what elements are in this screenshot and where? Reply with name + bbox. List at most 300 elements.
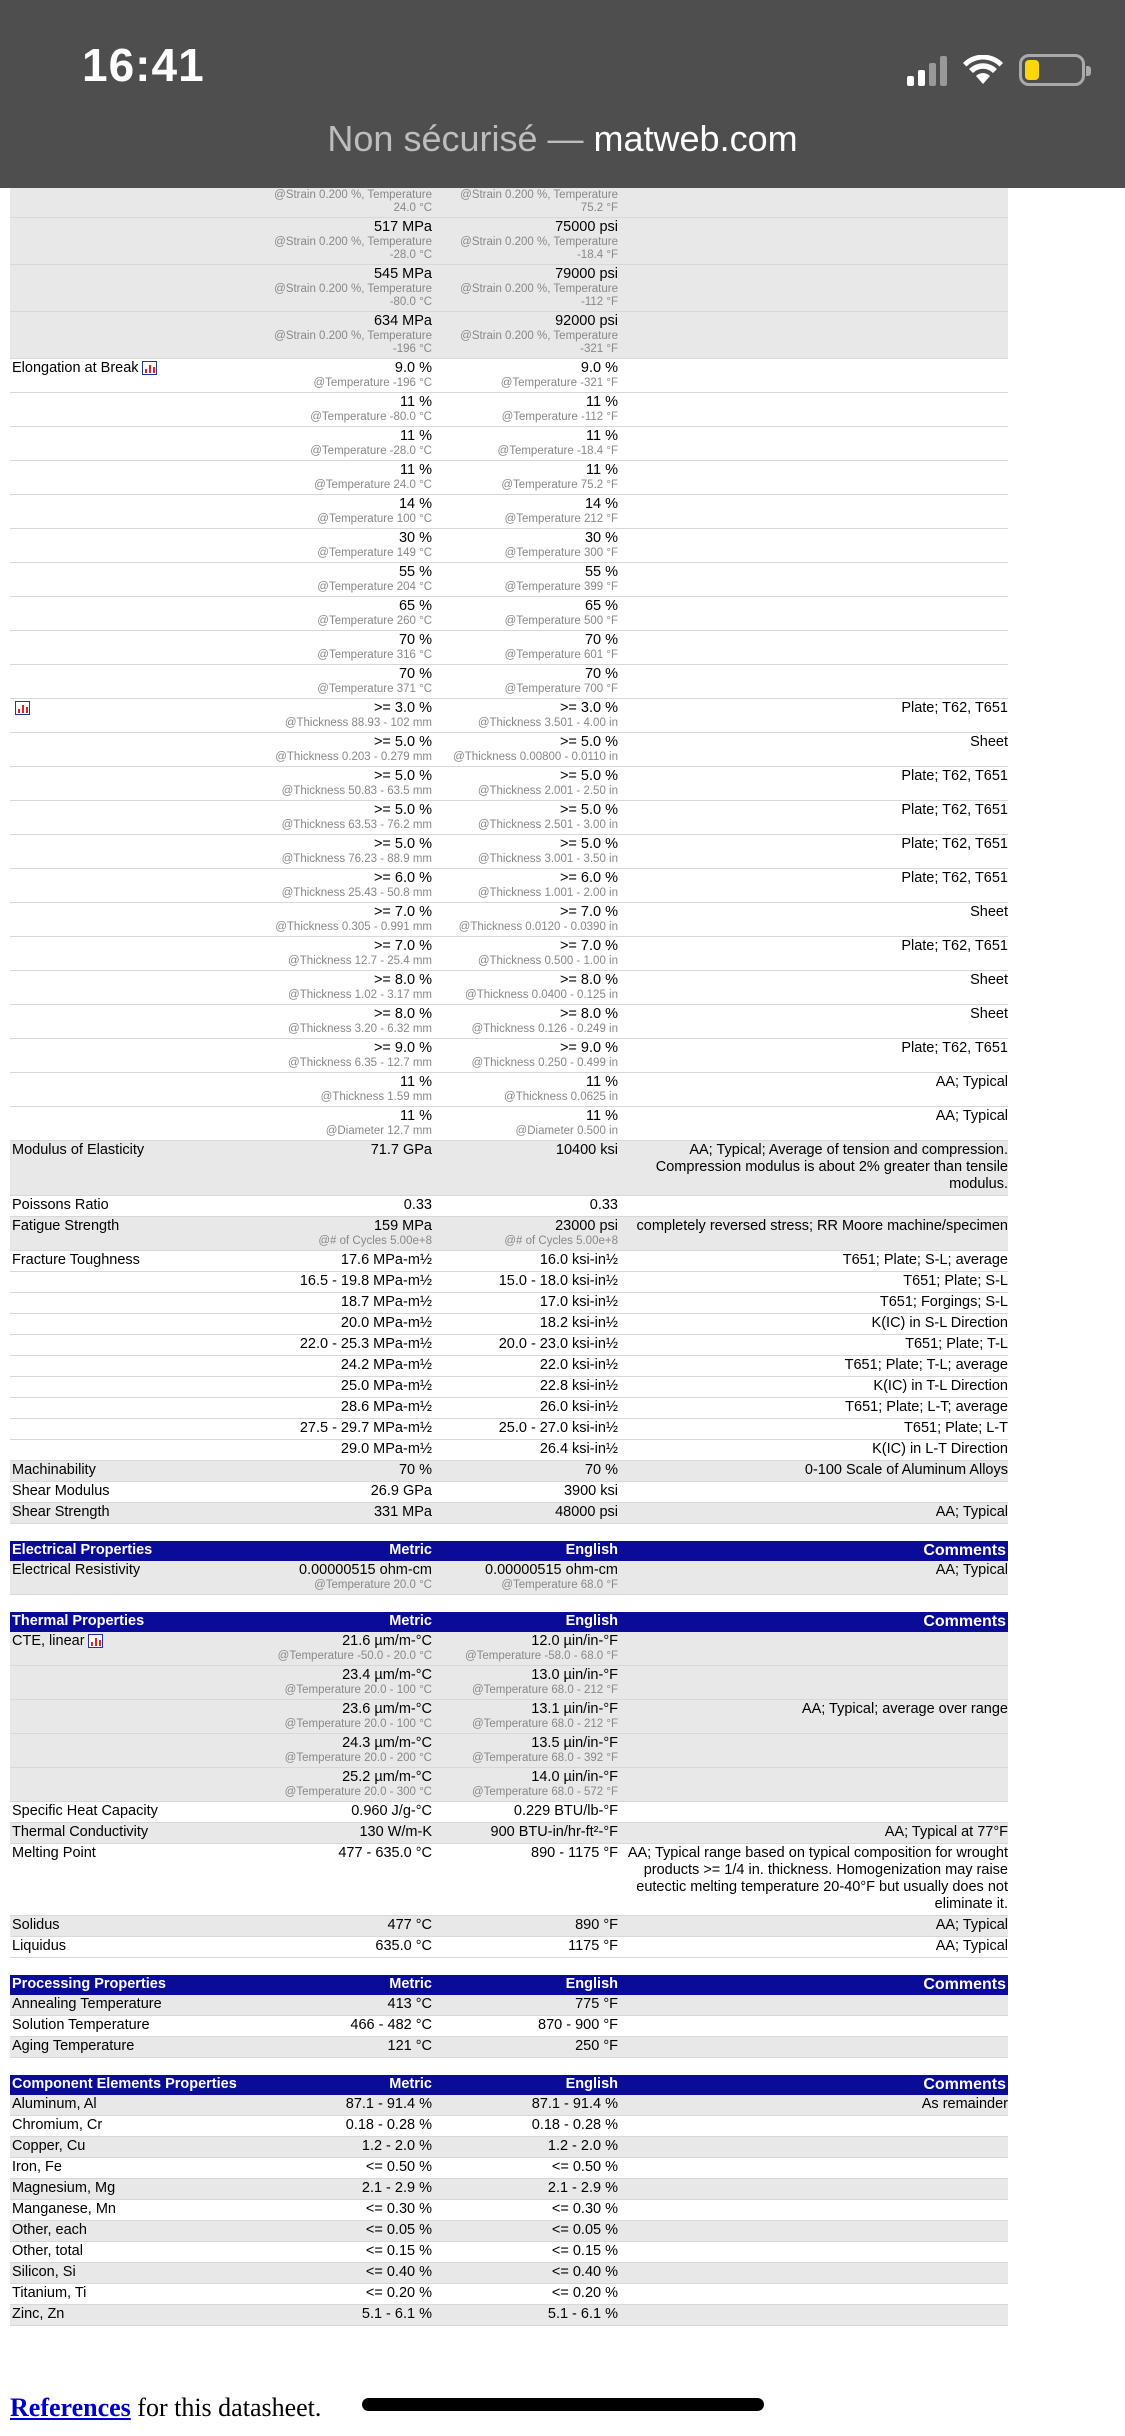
home-indicator[interactable] <box>362 2398 764 2411</box>
metric-value: 71.7 GPa <box>248 1141 434 1196</box>
property-row <box>10 1005 1008 1039</box>
english-condition: @Temperature -112 °F <box>501 411 618 423</box>
references-link[interactable]: References <box>10 2393 131 2422</box>
property-row <box>10 801 1008 835</box>
metric-value: 5.1 - 6.1 % <box>248 2305 434 2326</box>
comment: T651; Plate; L-T; average <box>620 1398 1008 1419</box>
property-row <box>10 1419 1008 1440</box>
metric-value: 18.7 MPa-m½ <box>248 1293 434 1314</box>
property-row <box>10 971 1008 1005</box>
english-value: <= 0.40 % <box>434 2263 620 2284</box>
english-condition: @Thickness 0.0625 in <box>504 1091 618 1103</box>
english-value: 30 % @Temperature 300 °F <box>434 529 620 563</box>
property-row <box>10 1768 1008 1802</box>
metric-value: 634 MPa @Strain 0.200 %, Temperature -196 °C <box>248 312 434 359</box>
english-value: >= 7.0 % @Thickness 0.0120 - 0.0390 in <box>434 903 620 937</box>
property-name <box>10 1272 248 1293</box>
comment <box>620 312 1008 359</box>
metric-value: >= 5.0 % @Thickness 50.83 - 63.5 mm <box>248 767 434 801</box>
english-value: 775 °F <box>434 1995 620 2016</box>
metric-value: 477 - 635.0 °C <box>248 1844 434 1916</box>
property-row <box>10 2221 1008 2242</box>
property-row <box>10 1734 1008 1768</box>
property-name <box>10 529 248 563</box>
comment: completely reversed stress; RR Moore machine/specimen <box>620 1217 1008 1251</box>
property-name <box>10 801 248 835</box>
english-value: 890 °F <box>434 1916 620 1937</box>
english-value: <= 0.05 % <box>434 2221 620 2242</box>
property-row <box>10 1561 1008 1595</box>
metric-condition: @Thickness 76.23 - 88.9 mm <box>281 853 432 865</box>
property-row <box>10 767 1008 801</box>
metric-condition: @Thickness 0.305 - 0.991 mm <box>275 921 432 933</box>
metric-value: <= 0.05 % <box>248 2221 434 2242</box>
property-row <box>10 1461 1008 1482</box>
property-name <box>10 1005 248 1039</box>
english-value: >= 5.0 % @Thickness 0.00800 - 0.0110 in <box>434 733 620 767</box>
property-row <box>10 1293 1008 1314</box>
metric-value: 11 % @Temperature -28.0 °C <box>248 427 434 461</box>
english-condition: @Thickness 0.0120 - 0.0390 in <box>458 921 618 933</box>
english-value: 0.18 - 0.28 % <box>434 2116 620 2137</box>
property-name <box>10 597 248 631</box>
english-condition: @Temperature -18.4 °F <box>497 445 618 457</box>
english-condition: @Strain 0.200 %, Temperature -112 °F <box>460 283 618 308</box>
metric-value: 22.0 - 25.3 MPa-m½ <box>248 1335 434 1356</box>
metric-value: >= 8.0 % @Thickness 3.20 - 6.32 mm <box>248 1005 434 1039</box>
english-value: 13.1 µin/in-°F @Temperature 68.0 - 212 °F <box>434 1700 620 1734</box>
metric-condition: @Thickness 0.203 - 0.279 mm <box>275 751 432 763</box>
section-spacer <box>10 1958 1008 1976</box>
property-name: Component Elements Properties <box>10 2075 248 2095</box>
section-header-row <box>10 2075 1008 2095</box>
comment <box>620 2200 1008 2221</box>
english-condition: @Thickness 0.250 - 0.499 in <box>471 1057 618 1069</box>
metric-condition: @Temperature 20.0 - 100 °C <box>284 1718 432 1730</box>
metric-condition: @Temperature 100 °C <box>317 513 432 525</box>
comment <box>620 2179 1008 2200</box>
metric-condition: @Temperature 149 °C <box>317 547 432 559</box>
property-name: Aging Temperature <box>10 2037 248 2058</box>
comment: AA; Typical; average over range <box>620 1700 1008 1734</box>
metric-condition: @Temperature 20.0 - 200 °C <box>284 1752 432 1764</box>
metric-condition: @Temperature 316 °C <box>317 649 432 661</box>
property-name <box>10 563 248 597</box>
english-value: 1.2 - 2.0 % <box>434 2137 620 2158</box>
comment: Plate; T62, T651 <box>620 835 1008 869</box>
metric-value: 0.00000515 ohm-cm @Temperature 20.0 °C <box>248 1561 434 1595</box>
metric-value: 27.5 - 29.7 MPa-m½ <box>248 1419 434 1440</box>
property-row <box>10 1073 1008 1107</box>
comment: Plate; T62, T651 <box>620 699 1008 733</box>
property-row <box>10 2037 1008 2058</box>
metric-value: 0.18 - 0.28 % <box>248 2116 434 2137</box>
property-name <box>10 1700 248 1734</box>
metric-value: 11 % @Temperature 24.0 °C <box>248 461 434 495</box>
metric-value: 1.2 - 2.0 % <box>248 2137 434 2158</box>
metric-value: 25.2 µm/m-°C @Temperature 20.0 - 300 °C <box>248 1768 434 1802</box>
property-name <box>10 1377 248 1398</box>
metric-value: 14 % @Temperature 100 °C <box>248 495 434 529</box>
property-row <box>10 1039 1008 1073</box>
metric-value: 29.0 MPa-m½ <box>248 1440 434 1461</box>
section-spacer <box>10 1595 1008 1613</box>
property-name <box>10 971 248 1005</box>
comment <box>620 2284 1008 2305</box>
english-condition: @Temperature 300 °F <box>504 547 618 559</box>
english-condition: @Temperature 700 °F <box>504 683 618 695</box>
comment <box>620 265 1008 312</box>
property-name: Fracture Toughness <box>10 1251 248 1272</box>
property-name: Solidus <box>10 1916 248 1937</box>
property-name <box>10 1398 248 1419</box>
property-name: Silicon, Si <box>10 2263 248 2284</box>
english-condition: @Thickness 0.00800 - 0.0110 in <box>453 751 618 763</box>
metric-value: 28.6 MPa-m½ <box>248 1398 434 1419</box>
property-row <box>10 1700 1008 1734</box>
property-name <box>10 1293 248 1314</box>
comment <box>620 2116 1008 2137</box>
property-name <box>10 869 248 903</box>
english-value: <= 0.30 % <box>434 2200 620 2221</box>
property-name <box>10 665 248 699</box>
english-condition: @Thickness 2.501 - 3.00 in <box>477 819 618 831</box>
metric-value: >= 9.0 % @Thickness 6.35 - 12.7 mm <box>248 1039 434 1073</box>
property-name <box>10 461 248 495</box>
wifi-icon <box>963 55 1003 85</box>
property-row <box>10 265 1008 312</box>
english-condition: @Temperature 68.0 - 212 °F <box>471 1718 618 1730</box>
metric-value: 545 MPa @Strain 0.200 %, Temperature -80.0 °C <box>248 265 434 312</box>
metric-value <box>248 188 434 218</box>
comment: 0-100 Scale of Aluminum Alloys <box>620 1461 1008 1482</box>
english-value: English <box>434 1541 620 1561</box>
property-row <box>10 733 1008 767</box>
comment <box>620 529 1008 563</box>
property-name: Thermal Conductivity <box>10 1823 248 1844</box>
property-name <box>10 393 248 427</box>
property-row <box>10 1844 1008 1916</box>
comment: K(IC) in S-L Direction <box>620 1314 1008 1335</box>
english-value: 0.33 <box>434 1196 620 1217</box>
comment <box>620 1196 1008 1217</box>
comment <box>620 393 1008 427</box>
property-row <box>10 1335 1008 1356</box>
property-row <box>10 1995 1008 2016</box>
metric-value: 9.0 % @Temperature -196 °C <box>248 359 434 393</box>
english-condition: @Temperature 212 °F <box>504 513 618 525</box>
english-value: 23000 psi @# of Cycles 5.00e+8 <box>434 1217 620 1251</box>
english-value: 5.1 - 6.1 % <box>434 2305 620 2326</box>
metric-value: 23.4 µm/m-°C @Temperature 20.0 - 100 °C <box>248 1666 434 1700</box>
english-value: 11 % @Temperature -18.4 °F <box>434 427 620 461</box>
metric-value: <= 0.15 % <box>248 2242 434 2263</box>
english-condition: @Thickness 1.001 - 2.00 in <box>477 887 618 899</box>
property-name <box>10 1768 248 1802</box>
section-spacer <box>10 2058 1008 2076</box>
english-value: >= 6.0 % @Thickness 1.001 - 2.00 in <box>434 869 620 903</box>
english-value: <= 0.20 % <box>434 2284 620 2305</box>
property-name <box>10 1734 248 1768</box>
metric-value: >= 6.0 % @Thickness 25.43 - 50.8 mm <box>248 869 434 903</box>
english-value: 87.1 - 91.4 % <box>434 2095 620 2116</box>
comment: T651; Forgings; S-L <box>620 1293 1008 1314</box>
property-row <box>10 2095 1008 2116</box>
property-row <box>10 2305 1008 2326</box>
comment: Plate; T62, T651 <box>620 869 1008 903</box>
comment: T651; Plate; T-L <box>620 1335 1008 1356</box>
metric-value: 70 % @Temperature 316 °C <box>248 631 434 665</box>
comment: T651; Plate; S-L <box>620 1272 1008 1293</box>
english-value: 65 % @Temperature 500 °F <box>434 597 620 631</box>
metric-value: 11 % @Thickness 1.59 mm <box>248 1073 434 1107</box>
english-value: 250 °F <box>434 2037 620 2058</box>
english-value <box>434 188 620 218</box>
comment: Comments <box>620 1541 1008 1561</box>
property-row <box>10 1398 1008 1419</box>
property-row <box>10 2263 1008 2284</box>
property-name <box>10 937 248 971</box>
property-row <box>10 1356 1008 1377</box>
metric-condition: @Thickness 25.43 - 50.8 mm <box>281 887 432 899</box>
comment: Plate; T62, T651 <box>620 801 1008 835</box>
property-name: Shear Modulus <box>10 1482 248 1503</box>
property-name <box>10 1666 248 1700</box>
comment <box>620 1995 1008 2016</box>
metric-value: 23.6 µm/m-°C @Temperature 20.0 - 100 °C <box>248 1700 434 1734</box>
comment: Sheet <box>620 903 1008 937</box>
english-condition: @Thickness 2.001 - 2.50 in <box>477 785 618 797</box>
property-row <box>10 188 1008 218</box>
comment <box>620 2137 1008 2158</box>
comment: As remainder <box>620 2095 1008 2116</box>
property-row <box>10 2242 1008 2263</box>
property-name: Specific Heat Capacity <box>10 1802 248 1823</box>
metric-value: 21.6 µm/m-°C @Temperature -50.0 - 20.0 °C <box>248 1632 434 1666</box>
clock: 16:41 <box>82 39 205 91</box>
property-name: Chromium, Cr <box>10 2116 248 2137</box>
property-name: Processing Properties <box>10 1975 248 1995</box>
comment: Comments <box>620 2075 1008 2095</box>
property-name: Other, each <box>10 2221 248 2242</box>
property-name <box>10 631 248 665</box>
property-name: Titanium, Ti <box>10 2284 248 2305</box>
english-value: >= 8.0 % @Thickness 0.0400 - 0.125 in <box>434 971 620 1005</box>
property-name <box>10 699 248 733</box>
comment: AA; Typical <box>620 1916 1008 1937</box>
metric-value: 55 % @Temperature 204 °C <box>248 563 434 597</box>
properties-table <box>10 188 1008 2326</box>
english-value: 1175 °F <box>434 1937 620 1958</box>
metric-condition: @Strain 0.200 %, Temperature -28.0 °C <box>274 236 432 261</box>
property-row <box>10 1314 1008 1335</box>
english-value: 75000 psi @Strain 0.200 %, Temperature -18.4 °F <box>434 218 620 265</box>
metric-value: >= 8.0 % @Thickness 1.02 - 3.17 mm <box>248 971 434 1005</box>
english-value: 79000 psi @Strain 0.200 %, Temperature -112 °F <box>434 265 620 312</box>
comment: AA; Typical <box>620 1107 1008 1141</box>
comment: T651; Plate; T-L; average <box>620 1356 1008 1377</box>
english-condition: @Diameter 0.500 in <box>515 1125 618 1137</box>
metric-value: Metric <box>248 1541 434 1561</box>
property-row <box>10 631 1008 665</box>
property-row <box>10 903 1008 937</box>
property-name <box>10 1335 248 1356</box>
english-value: 25.0 - 27.0 ksi-in½ <box>434 1419 620 1440</box>
property-row <box>10 2284 1008 2305</box>
english-value: 3900 ksi <box>434 1482 620 1503</box>
metric-value: 130 W/m-K <box>248 1823 434 1844</box>
english-value: 13.0 µin/in-°F @Temperature 68.0 - 212 °F <box>434 1666 620 1700</box>
english-condition: @Temperature -58.0 - 68.0 °F <box>464 1650 618 1662</box>
english-value: English <box>434 1612 620 1632</box>
metric-value: 413 °C <box>248 1995 434 2016</box>
metric-condition: @Thickness 12.7 - 25.4 mm <box>288 955 432 967</box>
comment: Sheet <box>620 733 1008 767</box>
metric-value: <= 0.30 % <box>248 2200 434 2221</box>
chart-icon[interactable] <box>15 701 30 715</box>
property-row <box>10 937 1008 971</box>
metric-value: 466 - 482 °C <box>248 2016 434 2037</box>
property-row <box>10 359 1008 393</box>
comment: AA; Typical range based on typical composition for wrought products >= 1/4 in. thickness. Homogenization may raise eutectic melting temperature 20-40°F but usually does not eliminate it. <box>620 1844 1008 1916</box>
metric-value: Metric <box>248 1612 434 1632</box>
comment <box>620 2158 1008 2179</box>
comment <box>620 1482 1008 1503</box>
metric-value: 24.3 µm/m-°C @Temperature 20.0 - 200 °C <box>248 1734 434 1768</box>
property-name <box>10 1314 248 1335</box>
comment <box>620 1666 1008 1700</box>
property-row <box>10 2179 1008 2200</box>
cellular-signal-icon <box>907 54 947 86</box>
property-row <box>10 427 1008 461</box>
property-row <box>10 1823 1008 1844</box>
english-value: 20.0 - 23.0 ksi-in½ <box>434 1335 620 1356</box>
property-name: Liquidus <box>10 1937 248 1958</box>
property-row <box>10 461 1008 495</box>
property-row <box>10 1141 1008 1196</box>
property-name <box>10 188 248 218</box>
metric-condition: @Thickness 3.20 - 6.32 mm <box>288 1023 432 1035</box>
property-name: Annealing Temperature <box>10 1995 248 2016</box>
english-condition: @Thickness 0.126 - 0.249 in <box>471 1023 618 1035</box>
property-row <box>10 1802 1008 1823</box>
property-name <box>10 733 248 767</box>
property-name: Elongation at Break <box>10 359 248 393</box>
english-value: 890 - 1175 °F <box>434 1844 620 1916</box>
metric-value: 65 % @Temperature 260 °C <box>248 597 434 631</box>
property-name: Poissons Ratio <box>10 1196 248 1217</box>
metric-value: 121 °C <box>248 2037 434 2058</box>
property-name <box>10 1107 248 1141</box>
metric-value: 16.5 - 19.8 MPa-m½ <box>248 1272 434 1293</box>
metric-value: >= 5.0 % @Thickness 0.203 - 0.279 mm <box>248 733 434 767</box>
comment <box>620 495 1008 529</box>
metric-condition: @Temperature -80.0 °C <box>310 411 432 423</box>
metric-value: 87.1 - 91.4 % <box>248 2095 434 2116</box>
english-value: 2.1 - 2.9 % <box>434 2179 620 2200</box>
english-condition: @Temperature 75.2 °F <box>501 479 618 491</box>
english-value: 70 % <box>434 1461 620 1482</box>
property-row <box>10 1107 1008 1141</box>
metric-condition: @Thickness 6.35 - 12.7 mm <box>288 1057 432 1069</box>
english-value: >= 7.0 % @Thickness 0.500 - 1.00 in <box>434 937 620 971</box>
comment: Sheet <box>620 1005 1008 1039</box>
english-condition: @Temperature -321 °F <box>500 377 618 389</box>
metric-condition: @Temperature 24.0 °C <box>314 479 432 491</box>
address-bar[interactable]: Non sécurisé — matweb.com <box>327 118 798 159</box>
chart-icon[interactable] <box>88 1634 103 1648</box>
english-value: 11 % @Diameter 0.500 in <box>434 1107 620 1141</box>
english-value: 0.00000515 ohm-cm @Temperature 68.0 °F <box>434 1561 620 1595</box>
metric-condition: @Strain 0.200 %, Temperature 24.0 °C <box>274 189 432 214</box>
property-name <box>10 835 248 869</box>
property-row <box>10 1196 1008 1217</box>
property-name <box>10 1440 248 1461</box>
english-value: 26.0 ksi-in½ <box>434 1398 620 1419</box>
comment <box>620 1734 1008 1768</box>
property-row <box>10 2158 1008 2179</box>
comment <box>620 1802 1008 1823</box>
comment: AA; Typical at 77°F <box>620 1823 1008 1844</box>
english-value: 11 % @Temperature 75.2 °F <box>434 461 620 495</box>
property-row <box>10 1503 1008 1524</box>
english-condition: @Temperature 68.0 - 572 °F <box>471 1786 618 1798</box>
metric-value: 70 % @Temperature 371 °C <box>248 665 434 699</box>
english-condition: @Temperature 601 °F <box>504 649 618 661</box>
metric-condition: @Temperature -28.0 °C <box>310 445 432 457</box>
comment: Plate; T62, T651 <box>620 937 1008 971</box>
property-name <box>10 218 248 265</box>
english-value: 16.0 ksi-in½ <box>434 1251 620 1272</box>
property-row <box>10 665 1008 699</box>
comment: AA; Typical <box>620 1073 1008 1107</box>
comment <box>620 2037 1008 2058</box>
english-value: >= 5.0 % @Thickness 2.501 - 3.00 in <box>434 801 620 835</box>
comment: Plate; T62, T651 <box>620 767 1008 801</box>
english-value: 14.0 µin/in-°F @Temperature 68.0 - 572 °F <box>434 1768 620 1802</box>
english-condition: @Strain 0.200 %, Temperature -321 °F <box>460 330 618 355</box>
property-row <box>10 1916 1008 1937</box>
comment <box>620 359 1008 393</box>
comment: Comments <box>620 1975 1008 1995</box>
property-name <box>10 903 248 937</box>
property-row <box>10 393 1008 427</box>
english-value: >= 9.0 % @Thickness 0.250 - 0.499 in <box>434 1039 620 1073</box>
comment <box>620 1632 1008 1666</box>
comment <box>620 597 1008 631</box>
english-value: <= 0.15 % <box>434 2242 620 2263</box>
metric-condition: @# of Cycles 5.00e+8 <box>318 1235 432 1247</box>
english-condition: @Temperature 68.0 - 212 °F <box>471 1684 618 1696</box>
property-row <box>10 1217 1008 1251</box>
battery-icon <box>1019 54 1085 86</box>
comment <box>620 631 1008 665</box>
comment <box>620 563 1008 597</box>
property-name: CTE, linear <box>10 1632 248 1666</box>
metric-value: 0.33 <box>248 1196 434 1217</box>
english-value: >= 3.0 % @Thickness 3.501 - 4.00 in <box>434 699 620 733</box>
metric-value: <= 0.40 % <box>248 2263 434 2284</box>
comment: T651; Plate; L-T <box>620 1419 1008 1440</box>
section-header-row <box>10 1975 1008 1995</box>
metric-value: 30 % @Temperature 149 °C <box>248 529 434 563</box>
english-value: 18.2 ksi-in½ <box>434 1314 620 1335</box>
chart-icon[interactable] <box>142 361 157 375</box>
english-condition: @Strain 0.200 %, Temperature 75.2 °F <box>460 189 618 214</box>
property-name <box>10 1039 248 1073</box>
english-value: 9.0 % @Temperature -321 °F <box>434 359 620 393</box>
property-name: Magnesium, Mg <box>10 2179 248 2200</box>
